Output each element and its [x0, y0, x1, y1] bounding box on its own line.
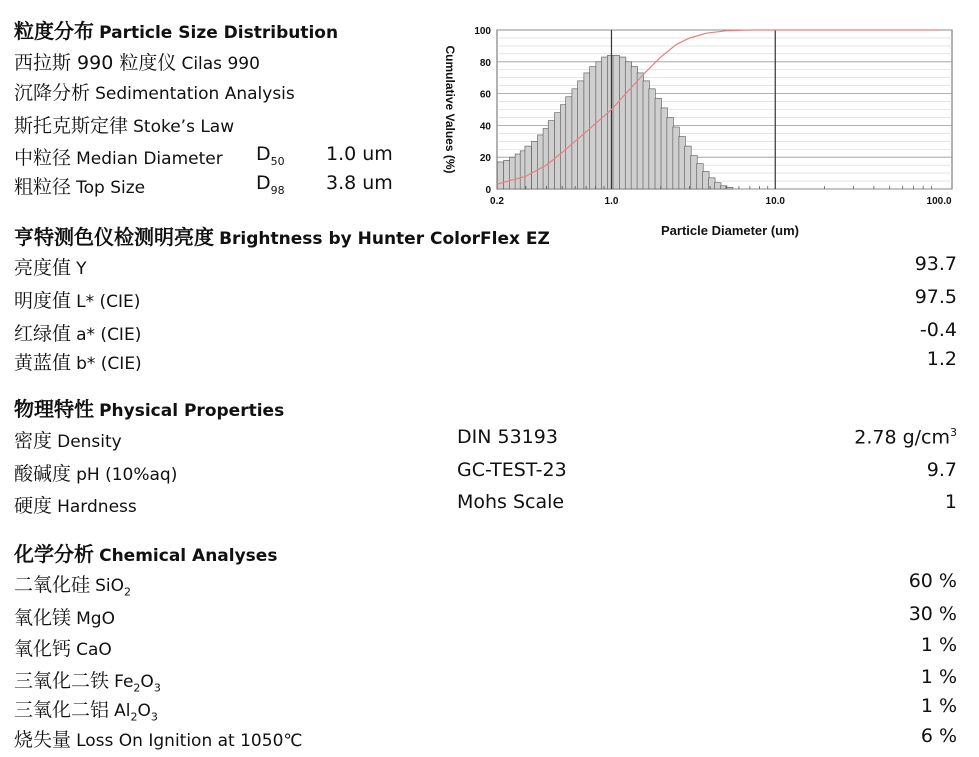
brightness-row-label	[14, 319, 141, 346]
histogram-bar	[637, 73, 643, 189]
psd-median-value: 1.0 um	[326, 143, 393, 165]
chemical-formula	[95, 576, 132, 599]
formula-part: O	[137, 701, 151, 721]
psd-chart-svg	[440, 22, 960, 244]
chemical-title-cn: 化学分析	[14, 542, 94, 566]
formula-sub: 2	[130, 710, 138, 724]
histogram-bar	[726, 187, 732, 189]
y-tick-label: 100	[474, 26, 491, 37]
chemical-formula	[76, 640, 112, 660]
formula-part: CaO	[76, 640, 112, 660]
chemical-row-value: 6 %	[920, 725, 957, 747]
physical-row-value	[854, 426, 957, 448]
brightness-row-label	[14, 348, 142, 375]
psd-method-en: Sedimentation Analysis	[95, 84, 295, 104]
histogram-bar	[655, 98, 661, 189]
physical-row-cn: 酸碱度	[14, 463, 72, 485]
x-tick-label: 100.0	[926, 196, 952, 207]
x-tick-label: 0.2	[490, 196, 504, 207]
chemical-formula	[76, 731, 302, 751]
chemical-row-value: 60 %	[908, 570, 957, 592]
brightness-section-title	[14, 221, 550, 250]
x-tick-label: 1.0	[604, 196, 619, 207]
histogram-bar	[685, 146, 691, 189]
histogram-bar	[703, 172, 709, 189]
histogram-bar	[525, 146, 531, 189]
physical-value-sup: 3	[950, 426, 957, 439]
psd-median-cn: 中粒径	[14, 147, 72, 169]
psd-median-row	[14, 143, 223, 170]
physical-row-method: DIN 53193	[457, 426, 558, 448]
physical-row-method: Mohs Scale	[457, 491, 565, 513]
formula-sub: 2	[133, 681, 141, 695]
psd-median-en: Median Diameter	[76, 149, 223, 169]
histogram-bar	[504, 160, 510, 189]
psd-instrument-en: Cilas 990	[181, 54, 260, 74]
psd-top-cn: 粗粒径	[14, 176, 72, 198]
physical-row-en: pH (10%aq)	[76, 465, 178, 485]
formula-sub: 3	[150, 710, 158, 724]
y-tick-label: 40	[479, 121, 491, 133]
y-axis-label: Cumulative Values (%)	[443, 45, 457, 174]
physical-value-text: 9.7	[926, 459, 957, 481]
brightness-row-cn: 明度值	[14, 290, 72, 312]
histogram-bar	[643, 81, 649, 189]
histogram-bar	[679, 137, 685, 189]
histogram-bar	[709, 178, 715, 189]
chemical-row-value: 30 %	[908, 603, 957, 625]
physical-row-value	[945, 491, 957, 513]
median-symbol-sub: 50	[270, 154, 285, 168]
chemical-row-label	[14, 695, 158, 723]
y-tick-label: 20	[479, 153, 491, 165]
chemical-row-label	[14, 634, 112, 661]
chemical-formula	[114, 672, 161, 695]
top-symbol-sub: 98	[270, 183, 285, 197]
y-tick-label: 60	[479, 89, 491, 101]
brightness-row-value: 97.5	[914, 286, 957, 308]
chemical-row-cn: 三氧化二铝	[14, 699, 110, 721]
x-axis-label: Particle Diameter (um)	[661, 223, 799, 238]
histogram-bar	[661, 108, 667, 189]
chemical-row-cn: 氧化镁	[14, 607, 72, 629]
psd-title-en: Particle Size Distribution	[99, 23, 339, 43]
x-tick-label: 10.0	[765, 196, 785, 207]
formula-part: SiO	[95, 576, 125, 596]
chemical-title-en: Chemical Analyses	[99, 546, 278, 566]
psd-top-row	[14, 172, 145, 199]
physical-title-en: Physical Properties	[99, 401, 285, 421]
formula-sub: 2	[124, 585, 132, 599]
physical-section-title	[14, 393, 284, 422]
physical-row-en: Density	[57, 432, 122, 452]
psd-law	[14, 111, 234, 138]
histogram-bar	[613, 55, 619, 189]
formula-part: Fe	[114, 672, 134, 692]
chemical-row-label	[14, 666, 161, 694]
psd-top-value: 3.8 um	[326, 172, 393, 194]
psd-method	[14, 78, 295, 105]
chemical-row-value: 1 %	[920, 666, 957, 688]
psd-law-cn: 斯托克斯定律	[14, 115, 129, 137]
psd-method-cn: 沉降分析	[14, 82, 91, 104]
chemical-formula	[76, 609, 115, 629]
formula-part: Al	[114, 701, 131, 721]
brightness-row-en: L* (CIE)	[76, 292, 141, 312]
brightness-row-label	[14, 286, 140, 313]
formula-part: MgO	[76, 609, 115, 629]
psd-top-en: Top Size	[76, 178, 146, 198]
physical-value-text: 2.78 g/cm	[854, 426, 950, 449]
physical-row-label	[14, 491, 137, 518]
chemical-formula	[114, 701, 158, 724]
formula-part: O	[140, 672, 154, 692]
psd-title-cn: 粒度分布	[14, 19, 94, 43]
brightness-row-en: a* (CIE)	[76, 325, 142, 345]
histogram-bar	[548, 121, 554, 189]
psd-top-symbol	[256, 172, 285, 197]
median-symbol-letter: D	[256, 143, 271, 165]
formula-sub: 3	[153, 681, 161, 695]
brightness-row-value: 93.7	[914, 253, 957, 275]
brightness-row-cn: 红绿值	[14, 323, 72, 345]
histogram-bar	[497, 162, 503, 189]
chemical-section-title	[14, 538, 277, 567]
brightness-row-en: Y	[76, 259, 87, 279]
histogram-bar	[532, 141, 538, 189]
psd-section-title	[14, 15, 338, 44]
histogram-bar	[566, 97, 572, 189]
histogram-bar	[602, 57, 608, 189]
physical-title-cn: 物理特性	[14, 397, 94, 421]
chemical-row-label	[14, 570, 131, 598]
histogram-bar	[619, 57, 625, 189]
brightness-row-value: -0.4	[919, 319, 957, 341]
histogram-bar	[673, 127, 679, 189]
chemical-row-label	[14, 603, 115, 630]
chemical-row-value: 1 %	[920, 695, 957, 717]
physical-value-text: 1	[944, 491, 957, 513]
histogram-bar	[697, 164, 703, 189]
brightness-title-cn: 亨特测色仪检测明亮度	[14, 225, 214, 249]
histogram-bar	[649, 89, 655, 189]
brightness-row-label	[14, 253, 87, 280]
histogram-bar	[555, 113, 561, 189]
psd-law-en: Stoke’s Law	[133, 117, 235, 137]
physical-row-label	[14, 459, 177, 486]
chemical-row-cn: 烧失量	[14, 729, 72, 751]
chemical-row-cn: 三氧化二铁	[14, 670, 110, 692]
brightness-row-cn: 亮度值	[14, 257, 72, 279]
psd-median-symbol	[256, 143, 285, 168]
psd-instrument-cn: 西拉斯 990 粒度仪	[14, 52, 177, 74]
histogram-bar	[625, 62, 631, 189]
physical-row-label	[14, 426, 122, 453]
psd-chart	[440, 22, 960, 244]
histogram-bar	[667, 117, 673, 189]
chemical-row-cn: 氧化钙	[14, 638, 72, 660]
top-symbol-letter: D	[256, 172, 271, 194]
physical-row-cn: 密度	[14, 430, 53, 452]
physical-row-en: Hardness	[57, 497, 137, 517]
physical-row-method: GC-TEST-23	[457, 459, 567, 481]
brightness-row-value: 1.2	[926, 348, 957, 370]
physical-row-cn: 硬度	[14, 495, 53, 517]
histogram-bar	[691, 156, 697, 189]
chemical-row-cn: 二氧化硅	[14, 574, 91, 596]
histogram-bar	[715, 183, 721, 189]
y-tick-label: 80	[479, 57, 491, 69]
physical-row-value	[927, 459, 957, 481]
y-tick-label: 0	[485, 185, 491, 196]
brightness-row-en: b* (CIE)	[76, 354, 142, 374]
chemical-row-label	[14, 725, 302, 752]
formula-part: Loss On Ignition at 1050℃	[76, 731, 303, 751]
chemical-row-value: 1 %	[920, 634, 957, 656]
brightness-title-en: Brightness by Hunter ColorFlex EZ	[219, 229, 550, 249]
brightness-row-cn: 黄蓝值	[14, 352, 72, 374]
psd-instrument	[14, 48, 260, 75]
